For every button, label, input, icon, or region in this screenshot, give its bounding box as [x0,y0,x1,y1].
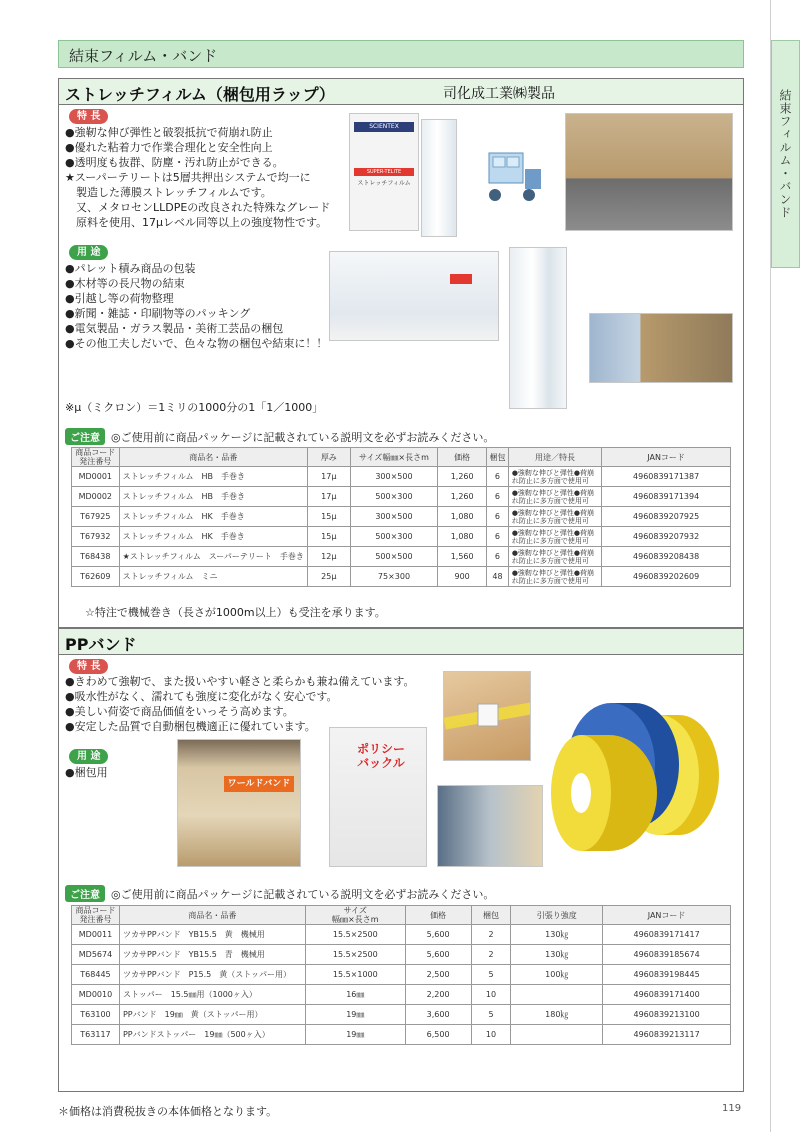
cell-usage: ●強靭な伸びと弾性●荷崩れ防止に多方面で使用可 [508,507,601,527]
caution-tag: ご注意 [65,428,105,445]
cell-price: 900 [438,567,487,587]
cell-price: 2,200 [405,985,471,1005]
cell-strength: 130㎏ [511,925,603,945]
page-number: 119 [722,1103,742,1114]
cell-jan: 4960839213100 [603,1005,731,1025]
cell-name: ツカサPPバンド YB15.5 青 機械用 [119,945,305,965]
box-brand-label: SCIENTEX [354,122,414,132]
cell-pack: 6 [487,547,509,567]
cell-code: MD5674 [72,945,120,965]
col-name: 商品名・品番 [119,906,305,925]
special-order-note: ☆特注で機械巻き（長さが1000m以上）も受注を承ります。 [85,606,386,619]
stretch-section-header [59,79,743,105]
feature-line: ●きわめて強靭で、また扱いやすい軽さと柔らかも兼ね備えています。 [65,675,415,688]
col-size: サイズ幅㎜×長さm [350,448,437,467]
cell-thickness: 15μ [307,527,350,547]
box-product-label: SUPER-TELITE [354,168,414,176]
table-row[interactable] [72,487,731,507]
drum-label: ワールドバンド [224,776,294,792]
cell-name: PPバンド 19㎜ 黄（ストッパー用） [119,1005,305,1025]
cell-price: 1,560 [438,547,487,567]
use-line: ●梱包用 [65,766,108,779]
cell-price: 1,080 [438,527,487,547]
table-row[interactable] [72,945,731,965]
cell-price: 1,080 [438,507,487,527]
stretch-uses-badge: 用 途 [69,245,108,260]
use-line: ●引越し等の荷物整理 [65,292,174,305]
cell-thickness: 17μ [307,467,350,487]
cell-thickness: 12μ [307,547,350,567]
cell-pack: 5 [471,965,511,985]
caution-text: ◎ご使用前に商品パッケージに記載されている説明文を必ずお読みください。 [111,430,495,444]
cell-name: ストレッチフィルム HK 手巻き [119,527,307,547]
table-row[interactable] [72,1025,731,1045]
band-rolls-image [551,695,741,861]
cell-jan: 4960839171400 [603,985,731,1005]
cell-pack: 6 [487,487,509,507]
cell-usage: ●強靭な伸びと弾性●荷崩れ防止に多方面で使用可 [508,467,601,487]
cell-strength [511,985,603,1005]
cell-size: 19㎜ [305,1005,405,1025]
side-index-tab[interactable] [771,40,800,268]
col-code: 商品コード 発注番号 [72,448,120,467]
feature-line: 製造した薄膜ストレッチフィルムです。 [65,186,272,199]
cell-size: 500×300 [350,487,437,507]
cell-strength: 130㎏ [511,945,603,965]
feature-line: ●美しい荷姿で商品価値をいっそう高めます。 [65,705,294,718]
pp-uses-badge: 用 途 [69,749,108,764]
cell-code: MD0011 [72,925,120,945]
cell-code: MD0001 [72,467,120,487]
cell-price: 2,500 [405,965,471,985]
standing-rolls-photo [509,247,567,409]
col-usage: 用途／特長 [508,448,601,467]
feature-line: 原料を使用、17μレベル同等以上の強度物性です。 [65,216,328,229]
cell-code: T68445 [72,965,120,985]
cell-price: 5,600 [405,945,471,965]
cell-thickness: 15μ [307,507,350,527]
cell-usage: ●強靭な伸びと弾性●荷崩れ防止に多方面で使用可 [508,547,601,567]
cell-name: ストッパー 15.5㎜用（1000ヶ入） [119,985,305,1005]
cell-code: T63100 [72,1005,120,1025]
stretch-title: ストレッチフィルム（梱包用ラップ） [65,85,335,104]
cell-size: 15.5×2500 [305,925,405,945]
col-pack: 梱包 [471,906,511,925]
bag-label-line: バックル [357,756,405,770]
feature-line: 又、メタロセンLLDPEの改良された特殊なグレード [65,201,331,214]
cell-jan: 4960839207932 [602,527,731,547]
cell-name: ストレッチフィルム ミニ [119,567,307,587]
feature-line: ★スーパーテリートは5層共押出システムで均一に [65,171,311,184]
roll-label-sticker [450,274,472,284]
caution-tag: ご注意 [65,885,105,902]
cell-name: ★ストレッチフィルム スーパーテリート 手巻き [119,547,307,567]
stretch-features-list [65,125,330,230]
category-title: 結束フィルム・バンド [58,40,744,68]
cell-size: 16㎜ [305,985,405,1005]
col-name: 商品名・品番 [119,448,307,467]
stopper-photo [443,671,531,761]
cell-pack: 10 [471,985,511,1005]
table-header-row [72,448,731,467]
cell-size: 19㎜ [305,1025,405,1045]
cell-jan: 4960839171394 [602,487,731,507]
pp-uses-list [65,765,108,780]
col-size: サイズ 幅㎜×長さm [305,906,405,925]
stretch-box-image [349,113,419,231]
table-row[interactable] [72,567,731,587]
stretch-uses-list [65,261,327,351]
cell-name: ツカサPPバンド YB15.5 黄 機械用 [119,925,305,945]
cell-code: T67932 [72,527,120,547]
cell-size: 75×300 [350,567,437,587]
wrapping-worker-photo [589,313,733,383]
cell-jan: 4960839202609 [602,567,731,587]
cell-code: T68438 [72,547,120,567]
pp-features-badge: 特 長 [69,659,108,674]
cell-jan: 4960839198445 [603,965,731,985]
cell-pack: 10 [471,1025,511,1045]
table-row[interactable] [72,1005,731,1025]
cell-strength [511,1025,603,1045]
cell-code: MD0010 [72,985,120,1005]
use-line: ●パレット積み商品の包装 [65,262,196,275]
micron-note: ※μ（ミクロン）＝1ミリの1000分の1「1／1000」 [65,401,324,414]
cell-price: 1,260 [438,487,487,507]
feature-line: ●安定した品質で自動梱包機適正に優れています。 [65,720,316,733]
cell-name: PPバンドストッパー 19㎜（500ヶ入） [119,1025,305,1045]
col-code: 商品コード 発注番号 [72,906,120,925]
stretch-maker: 司化成工業㈱製品 [443,86,555,102]
col-strength: 引張り強度 [511,906,603,925]
stretch-caution [65,428,494,445]
cell-size: 15.5×2500 [305,945,405,965]
cell-pack: 6 [487,507,509,527]
feature-line: ●優れた粘着力で作業合理化と安全性向上 [65,141,273,154]
cell-pack: 2 [471,945,511,965]
col-price: 価格 [405,906,471,925]
table-row[interactable] [72,925,731,945]
cell-usage: ●強靭な伸びと弾性●荷崩れ防止に多方面で使用可 [508,567,601,587]
drum-cans-photo [177,739,301,867]
table-header-row [72,906,731,925]
cell-pack: 48 [487,567,509,587]
forklift-illustration [481,139,547,209]
box-product-name: ストレッチフィルム [357,180,411,187]
pp-features-list [65,674,415,734]
table-row[interactable] [72,467,731,487]
col-pack: 梱包 [487,448,509,467]
stretch-roll-image [421,119,457,237]
table-row[interactable] [72,985,731,1005]
stretch-features-badge: 特 長 [69,109,108,124]
use-line: ●その他工夫しだいで、色々な物の梱包や結束に！！ [65,337,328,350]
cell-jan: 4960839185674 [603,945,731,965]
col-jan: JANコード [602,448,731,467]
cell-usage: ●強靭な伸びと弾性●荷崩れ防止に多方面で使用可 [508,527,601,547]
cell-code: MD0002 [72,487,120,507]
pp-title: PPバンド [65,635,137,654]
cell-jan: 4960839171387 [602,467,731,487]
side-index-label: 結束フィルム・バンド [778,89,792,219]
table-row[interactable] [72,547,731,567]
col-jan: JANコード [603,906,731,925]
cell-pack: 5 [471,1005,511,1025]
stretch-film-panel [58,78,744,628]
cell-name: ツカサPPバンド P15.5 黄（ストッパー用） [119,965,305,985]
cell-code: T62609 [72,567,120,587]
cell-code: T63117 [72,1025,120,1045]
table-row[interactable] [72,527,731,547]
cell-size: 300×500 [350,467,437,487]
use-line: ●木材等の長尺物の結束 [65,277,185,290]
bag-label-line: ポリシー [356,742,405,756]
table-row[interactable] [72,507,731,527]
caution-text: ◎ご使用前に商品パッケージに記載されている説明文を必ずお読みください。 [111,887,495,901]
cell-price: 3,600 [405,1005,471,1025]
film-rolls-photo [329,251,499,341]
cell-thickness: 25μ [307,567,350,587]
feature-line: ●吸水性がなく、濡れても強度に変化がなく安心です。 [65,690,338,703]
pallet-photo [565,113,733,231]
tax-footnote: ＊価格は消費税抜きの本体価格となります。 [58,1105,278,1118]
use-line: ●電気製品・ガラス製品・美術工芸品の梱包 [65,322,284,335]
pp-caution [65,885,494,902]
cell-price: 6,500 [405,1025,471,1045]
use-line: ●新聞・雑誌・印刷物等のパッキング [65,307,251,320]
cell-size: 500×500 [350,547,437,567]
feature-line: ●透明度も抜群、防塵・汚れ防止ができる。 [65,156,284,169]
cell-strength: 100㎏ [511,965,603,985]
cell-size: 15.5×1000 [305,965,405,985]
cell-name: ストレッチフィルム HB 手巻き [119,467,307,487]
cell-pack: 2 [471,925,511,945]
cell-pack: 6 [487,467,509,487]
bag-label [346,742,416,770]
cell-price: 1,260 [438,467,487,487]
pp-section-header [59,629,743,655]
buckle-bag-photo [329,727,427,867]
pp-product-table [71,905,731,1045]
cell-jan: 4960839207925 [602,507,731,527]
col-thickness: 厚み [307,448,350,467]
stretch-product-table [71,447,731,587]
cell-jan: 4960839213117 [603,1025,731,1045]
cell-code: T67925 [72,507,120,527]
pp-band-panel [58,628,744,1092]
cell-price: 5,600 [405,925,471,945]
cell-usage: ●強靭な伸びと弾性●荷崩れ防止に多方面で使用可 [508,487,601,507]
cell-jan: 4960839171417 [603,925,731,945]
cell-size: 300×500 [350,507,437,527]
cell-jan: 4960839208438 [602,547,731,567]
cell-name: ストレッチフィルム HB 手巻き [119,487,307,507]
table-row[interactable] [72,965,731,985]
cell-name: ストレッチフィルム HK 手巻き [119,507,307,527]
cell-size: 500×300 [350,527,437,547]
feature-line: ●強靭な伸び弾性と破裂抵抗で荷崩れ防止 [65,126,273,139]
cell-thickness: 17μ [307,487,350,507]
band-machine-photo [437,785,543,867]
cell-pack: 6 [487,527,509,547]
col-price: 価格 [438,448,487,467]
cell-strength: 180㎏ [511,1005,603,1025]
